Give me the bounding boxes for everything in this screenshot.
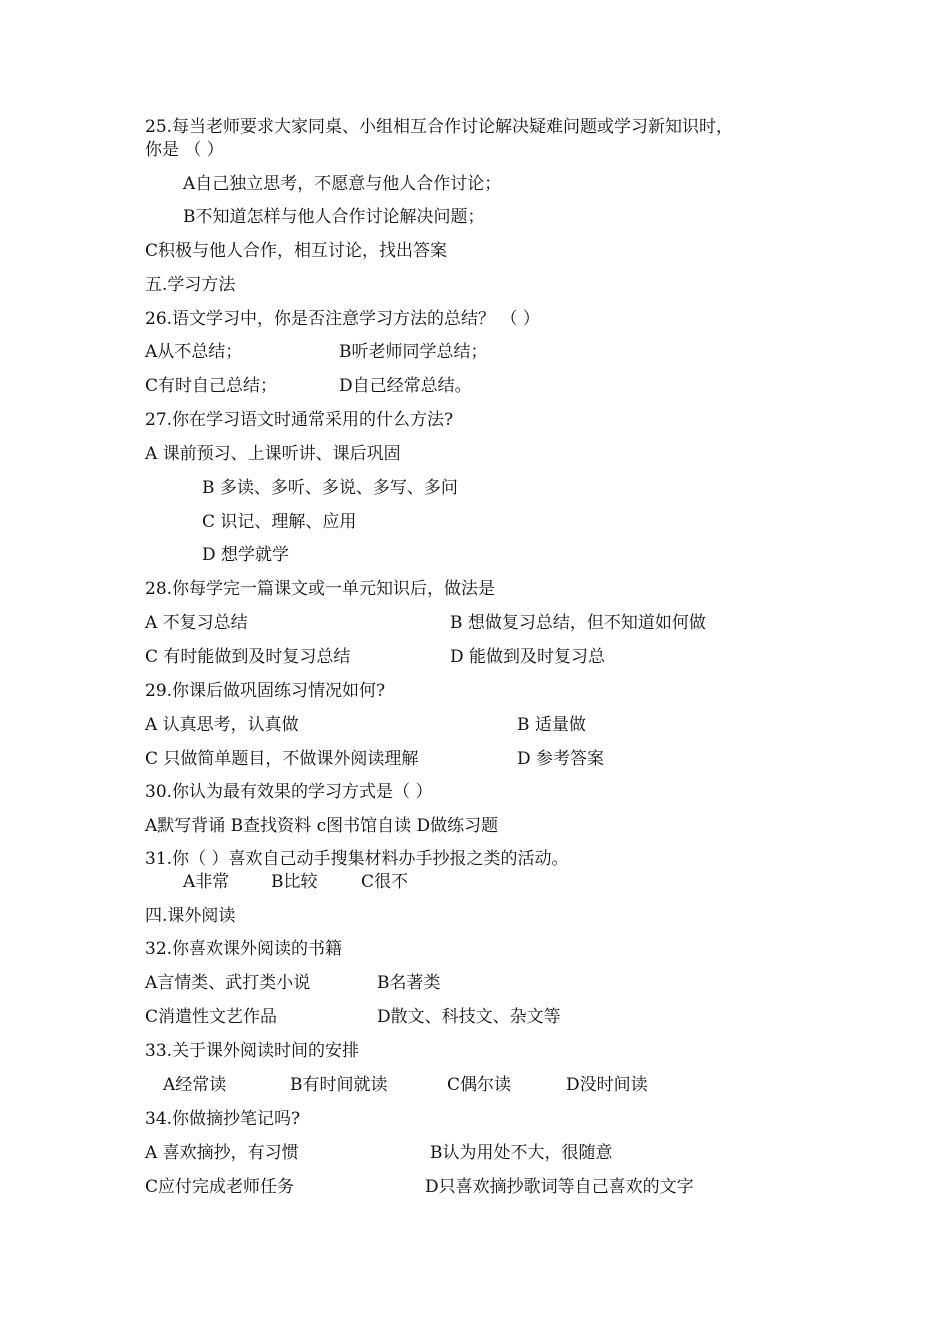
q28-text: 28.你每学完一篇课文或一单元知识后，做法是 — [145, 579, 496, 599]
q31-option-b: B比较 — [271, 872, 318, 892]
q29-text: 29.你课后做巩固练习情况如何? — [145, 681, 386, 701]
q26-option-b: B听老师同学总结； — [339, 342, 488, 362]
q33-option-b: B有时间就读 — [290, 1075, 388, 1095]
q28-option-b: B 想做复习总结，但不知道如何做 — [450, 613, 706, 633]
q34-option-b: B认为用处不大，很随意 — [430, 1143, 613, 1163]
section-heading-extracurricular-reading: 四.课外阅读 — [145, 906, 236, 926]
q26-option-a: A从不总结； — [145, 342, 243, 362]
q29-option-b: B 适量做 — [517, 715, 586, 735]
q26-text: 26.语文学习中，你是否注意学习方法的总结？ （ ） — [145, 309, 540, 329]
q32-text: 32.你喜欢课外阅读的书籍 — [145, 939, 343, 959]
q27-option-b: B 多读、多听、多说、多写、多问 — [202, 478, 458, 498]
q32-option-c: C消遣性文艺作品 — [145, 1007, 278, 1027]
q28-option-a: A 不复习总结 — [145, 613, 248, 633]
q25-option-c: C积极与他人合作，相互讨论，找出答案 — [145, 241, 448, 261]
q28-option-d: D 能做到及时复习总 — [450, 647, 606, 667]
q30-text: 30.你认为最有效果的学习方式是（ ） — [145, 782, 433, 802]
q30-options: A默写背诵 B查找资料 c图书馆自读 D做练习题 — [145, 816, 499, 836]
q29-option-a: A 认真思考，认真做 — [145, 715, 299, 735]
section-heading-study-methods: 五.学习方法 — [145, 275, 236, 295]
q25-text-line1: 25.每当老师要求大家同桌、小组相互合作讨论解决疑难问题或学习新知识时， — [145, 117, 734, 137]
q29-option-d: D 参考答案 — [517, 749, 605, 769]
q34-option-a: A 喜欢摘抄，有习惯 — [145, 1143, 299, 1163]
q31-option-c: C很不 — [361, 872, 409, 892]
q26-option-c: C有时自己总结； — [145, 376, 278, 396]
q34-option-d: D只喜欢摘抄歌词等自己喜欢的文字 — [425, 1177, 694, 1197]
q27-option-d: D 想学就学 — [202, 545, 290, 565]
q34-option-c: C应付完成老师任务 — [145, 1177, 295, 1197]
q25-option-b: B不知道怎样与他人合作讨论解决问题； — [183, 207, 485, 227]
q27-text: 27.你在学习语文时通常采用的什么方法? — [145, 410, 454, 430]
q33-option-a: A经常读 — [163, 1075, 227, 1095]
q34-text: 34.你做摘抄笔记吗? — [145, 1109, 301, 1129]
q29-option-c: C 只做简单题目，不做课外阅读理解 — [145, 749, 419, 769]
q27-option-a: A 课前预习、上课听讲、课后巩固 — [145, 444, 401, 464]
q32-option-a: A言情类、武打类小说 — [145, 973, 311, 993]
q33-option-d: D没时间读 — [566, 1075, 648, 1095]
q32-option-b: B名著类 — [377, 973, 441, 993]
q26-option-d: D自己经常总结。 — [339, 376, 472, 396]
q31-text: 31.你（ ）喜欢自己动手搜集材料办手抄报之类的活动。 — [145, 849, 569, 869]
q33-text: 33.关于课外阅读时间的安排 — [145, 1041, 360, 1061]
q25-option-a: A自己独立思考，不愿意与他人合作讨论； — [183, 174, 502, 194]
q32-option-d: D散文、科技文、杂文等 — [377, 1007, 561, 1027]
q33-option-c: C偶尔读 — [447, 1075, 512, 1095]
q31-option-a: A非常 — [183, 872, 230, 892]
q28-option-c: C 有时能做到及时复习总结 — [145, 647, 351, 667]
q25-text-line2: 你是 （ ） — [145, 140, 224, 160]
q27-option-c: C 识记、理解、应用 — [202, 512, 357, 532]
